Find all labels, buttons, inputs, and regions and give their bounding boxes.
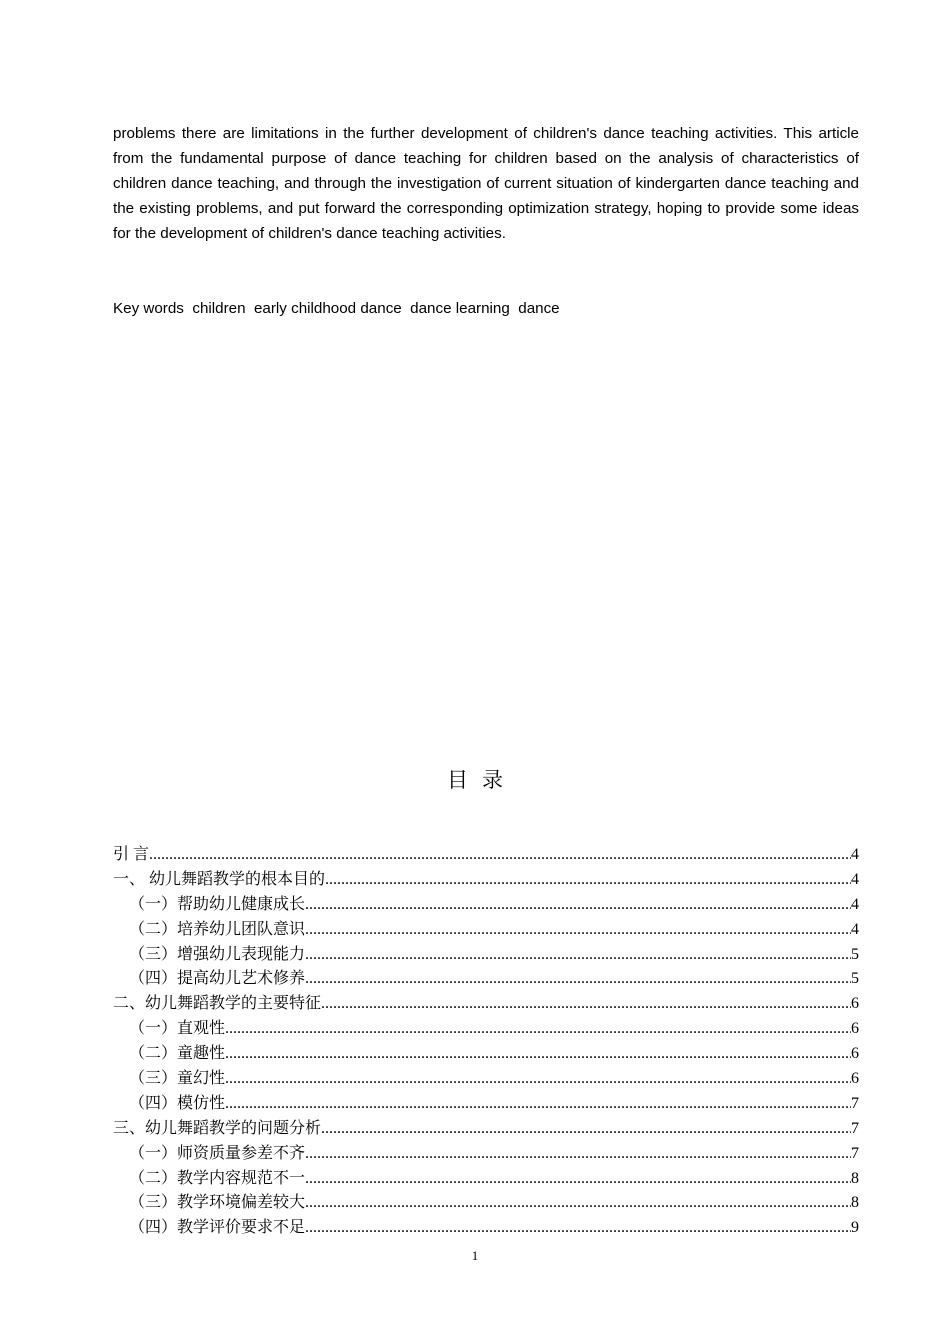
keywords-label: Key words <box>113 300 184 317</box>
keywords-line <box>113 296 859 321</box>
toc-entry[interactable] <box>113 893 859 918</box>
toc-entry-title: （二）教学内容规范不一 <box>129 1169 306 1187</box>
toc-entry-title: （四）提高幼儿艺术修养 <box>129 970 306 988</box>
toc-entry-title: 引 言 <box>113 845 150 863</box>
toc-entry-page: 6 <box>851 995 859 1013</box>
toc-title: 目录 <box>447 768 517 792</box>
toc-leader-dots <box>305 1167 851 1192</box>
toc-leader-dots <box>305 1216 851 1241</box>
toc-leader-dots <box>321 1117 851 1142</box>
toc-leader-dots <box>305 967 851 992</box>
toc-leader-dots <box>225 1042 851 1067</box>
toc-entry-page: 5 <box>851 970 859 988</box>
toc-entry-page: 4 <box>851 920 859 938</box>
toc-leader-dots <box>321 992 851 1017</box>
toc-leader-dots <box>305 893 851 918</box>
toc-leader-dots <box>325 868 851 893</box>
toc-entry-title: 三、幼儿舞蹈教学的问题分析 <box>113 1119 322 1137</box>
toc-entry-page: 5 <box>851 945 859 963</box>
keywords-values: children early childhood dance dance learning dance <box>183 300 560 317</box>
toc-entry[interactable] <box>113 843 859 868</box>
toc-entry-page: 6 <box>851 1045 859 1063</box>
toc-entry[interactable] <box>113 1216 859 1241</box>
toc-entry-title: （二）培养幼儿团队意识 <box>129 920 306 938</box>
toc-entry-title: （一）帮助幼儿健康成长 <box>129 895 306 913</box>
toc-entry-page: 6 <box>851 1070 859 1087</box>
toc-leader-dots <box>305 1191 851 1216</box>
toc-leader-dots <box>149 843 851 868</box>
toc-leader-dots <box>305 943 851 968</box>
toc-entry[interactable] <box>113 943 859 968</box>
toc-entry-title: （二）童趣性 <box>129 1045 226 1063</box>
toc-leader-dots <box>305 918 851 943</box>
toc-entry-page: 6 <box>851 1020 859 1038</box>
toc-entry[interactable] <box>113 868 859 893</box>
toc-entry-page: 7 <box>851 1094 859 1112</box>
toc-entry[interactable] <box>113 1191 859 1216</box>
toc-entry-page: 4 <box>851 895 859 913</box>
toc-entry[interactable] <box>113 1067 859 1092</box>
toc-leader-dots <box>225 1067 851 1092</box>
toc-entry-title: （四）模仿性 <box>129 1094 226 1112</box>
toc-entry[interactable] <box>113 1117 859 1142</box>
toc-entry-page: 9 <box>851 1219 859 1237</box>
abstract-section <box>113 121 859 246</box>
toc-entry-title: （一）师资质量参差不齐 <box>129 1144 306 1162</box>
toc-entry-title: 二、幼儿舞蹈教学的主要特征 <box>113 995 322 1013</box>
toc-entry[interactable] <box>113 1167 859 1192</box>
toc-entry-page: 8 <box>851 1169 859 1187</box>
page-number: 1 <box>471 1248 479 1263</box>
toc-entry-page: 4 <box>851 870 859 888</box>
table-of-contents <box>113 843 859 1241</box>
toc-entry-page: 8 <box>851 1194 859 1212</box>
toc-leader-dots <box>225 1092 851 1117</box>
toc-entry-page: 7 <box>851 1144 859 1162</box>
toc-entry-title: 一、 幼儿舞蹈教学的根本目的 <box>113 870 326 888</box>
toc-entry-title: （三）教学环境偏差较大 <box>129 1194 306 1212</box>
toc-entry-page: 4 <box>851 845 859 863</box>
toc-entry[interactable] <box>113 967 859 992</box>
toc-leader-dots <box>225 1017 851 1042</box>
toc-leader-dots <box>305 1142 851 1167</box>
toc-entry[interactable] <box>113 1142 859 1167</box>
toc-entry[interactable] <box>113 992 859 1017</box>
toc-entry-title: （三）童幻性 <box>129 1070 226 1087</box>
toc-entry[interactable] <box>113 1042 859 1067</box>
toc-entry[interactable] <box>113 918 859 943</box>
toc-entry-title: （四）教学评价要求不足 <box>129 1219 306 1237</box>
toc-entry-title: （一）直观性 <box>129 1020 226 1038</box>
abstract-paragraph: problems there are limitations in the further development of children's dance teaching activities. This article from the fundamental purpose of dance teaching for children based on the analysis of characteristics of children dance teaching, and through the investigation of current situation of kindergarten dance teaching and the existing problems, and put forward the corresponding optimization strategy, hoping to provide some ideas for the development of children's dance teaching activities. <box>113 125 859 242</box>
toc-entry[interactable] <box>113 1092 859 1117</box>
toc-entry-title: （三）增强幼儿表现能力 <box>129 945 306 963</box>
toc-entry-page: 7 <box>851 1119 859 1137</box>
toc-entry[interactable] <box>113 1017 859 1042</box>
